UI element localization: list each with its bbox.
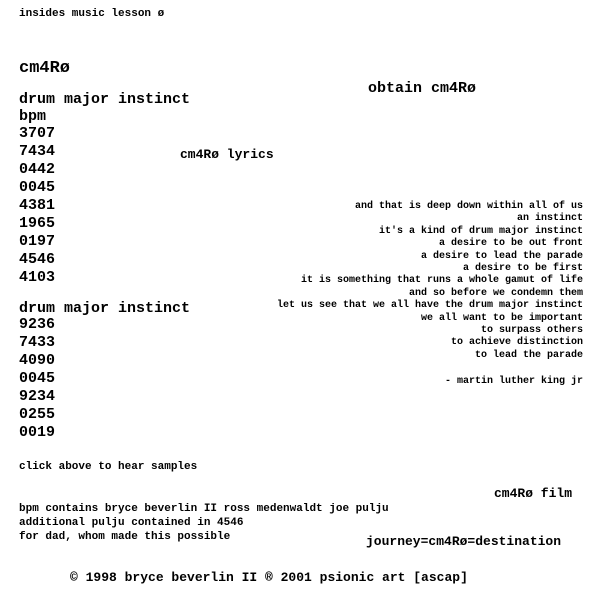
quote-line: a desire to be out front <box>438 238 583 250</box>
track-link[interactable]: 0019 <box>19 424 56 441</box>
quote-line: an instinct <box>516 213 583 225</box>
quote-line: it is something that runs a whole gamut of life <box>300 275 583 287</box>
track-link[interactable]: 0255 <box>19 406 56 423</box>
quote-line: to achieve distinction <box>450 337 583 349</box>
track-link[interactable]: 4381 <box>19 197 56 214</box>
track-link[interactable]: 0197 <box>19 233 56 250</box>
quote-line: to lead the parade <box>474 349 583 361</box>
page-header: insides music lesson ø <box>19 8 165 20</box>
track-link[interactable]: 0045 <box>19 370 56 387</box>
obtain-link[interactable]: obtain cm4Rø <box>368 80 477 97</box>
credit-line: for dad, whom made this possible <box>19 531 231 543</box>
track-link[interactable]: 7433 <box>19 334 56 351</box>
album-title-2: drum major instinct <box>19 300 191 317</box>
quote-line: we all want to be important <box>420 312 583 324</box>
credit-line: additional pulju contained in 4546 <box>19 517 244 529</box>
track-link[interactable]: 4546 <box>19 251 56 268</box>
samples-note: click above to hear samples <box>19 461 198 473</box>
track-link[interactable]: 1965 <box>19 215 56 232</box>
track-list-2 <box>19 316 55 442</box>
track-link[interactable]: 3707 <box>19 125 56 142</box>
quote-line: to surpass others <box>480 324 583 336</box>
track-link[interactable]: 7434 <box>19 143 56 160</box>
quote-line: a desire to be first <box>462 262 583 274</box>
track-link[interactable]: 4103 <box>19 269 56 286</box>
quote-attribution: - martin luther king jr <box>444 376 583 387</box>
quote-line: a desire to lead the parade <box>420 250 583 262</box>
quote-line: it's a kind of drum major instinct <box>378 225 583 237</box>
bpm-label: bpm <box>19 108 47 125</box>
quote-block <box>255 201 583 362</box>
track-link[interactable]: 9234 <box>19 388 56 405</box>
journey-tagline: journey=cm4Rø=destination <box>366 534 562 549</box>
quote-line: and so before we condemn them <box>408 287 583 299</box>
credit-line: bpm contains bryce beverlin II ross medenwaldt joe pulju <box>19 503 389 515</box>
track-link[interactable]: 4090 <box>19 352 56 369</box>
album-title-1: drum major instinct <box>19 91 191 108</box>
track-link[interactable]: 0442 <box>19 161 56 178</box>
track-link[interactable]: 0045 <box>19 179 56 196</box>
track-list-1 <box>19 125 55 287</box>
copyright-notice: © 1998 bryce beverlin II ® 2001 psionic art [ascap] <box>70 570 468 585</box>
lyrics-link[interactable]: cm4Rø lyrics <box>180 147 274 162</box>
film-link[interactable]: cm4Rø film <box>494 486 573 501</box>
quote-line: and that is deep down within all of us <box>354 201 583 212</box>
site-logo: cm4Rø <box>19 59 71 78</box>
quote-line: let us see that we all have the drum major instinct <box>276 300 583 312</box>
track-link[interactable]: 9236 <box>19 316 56 333</box>
